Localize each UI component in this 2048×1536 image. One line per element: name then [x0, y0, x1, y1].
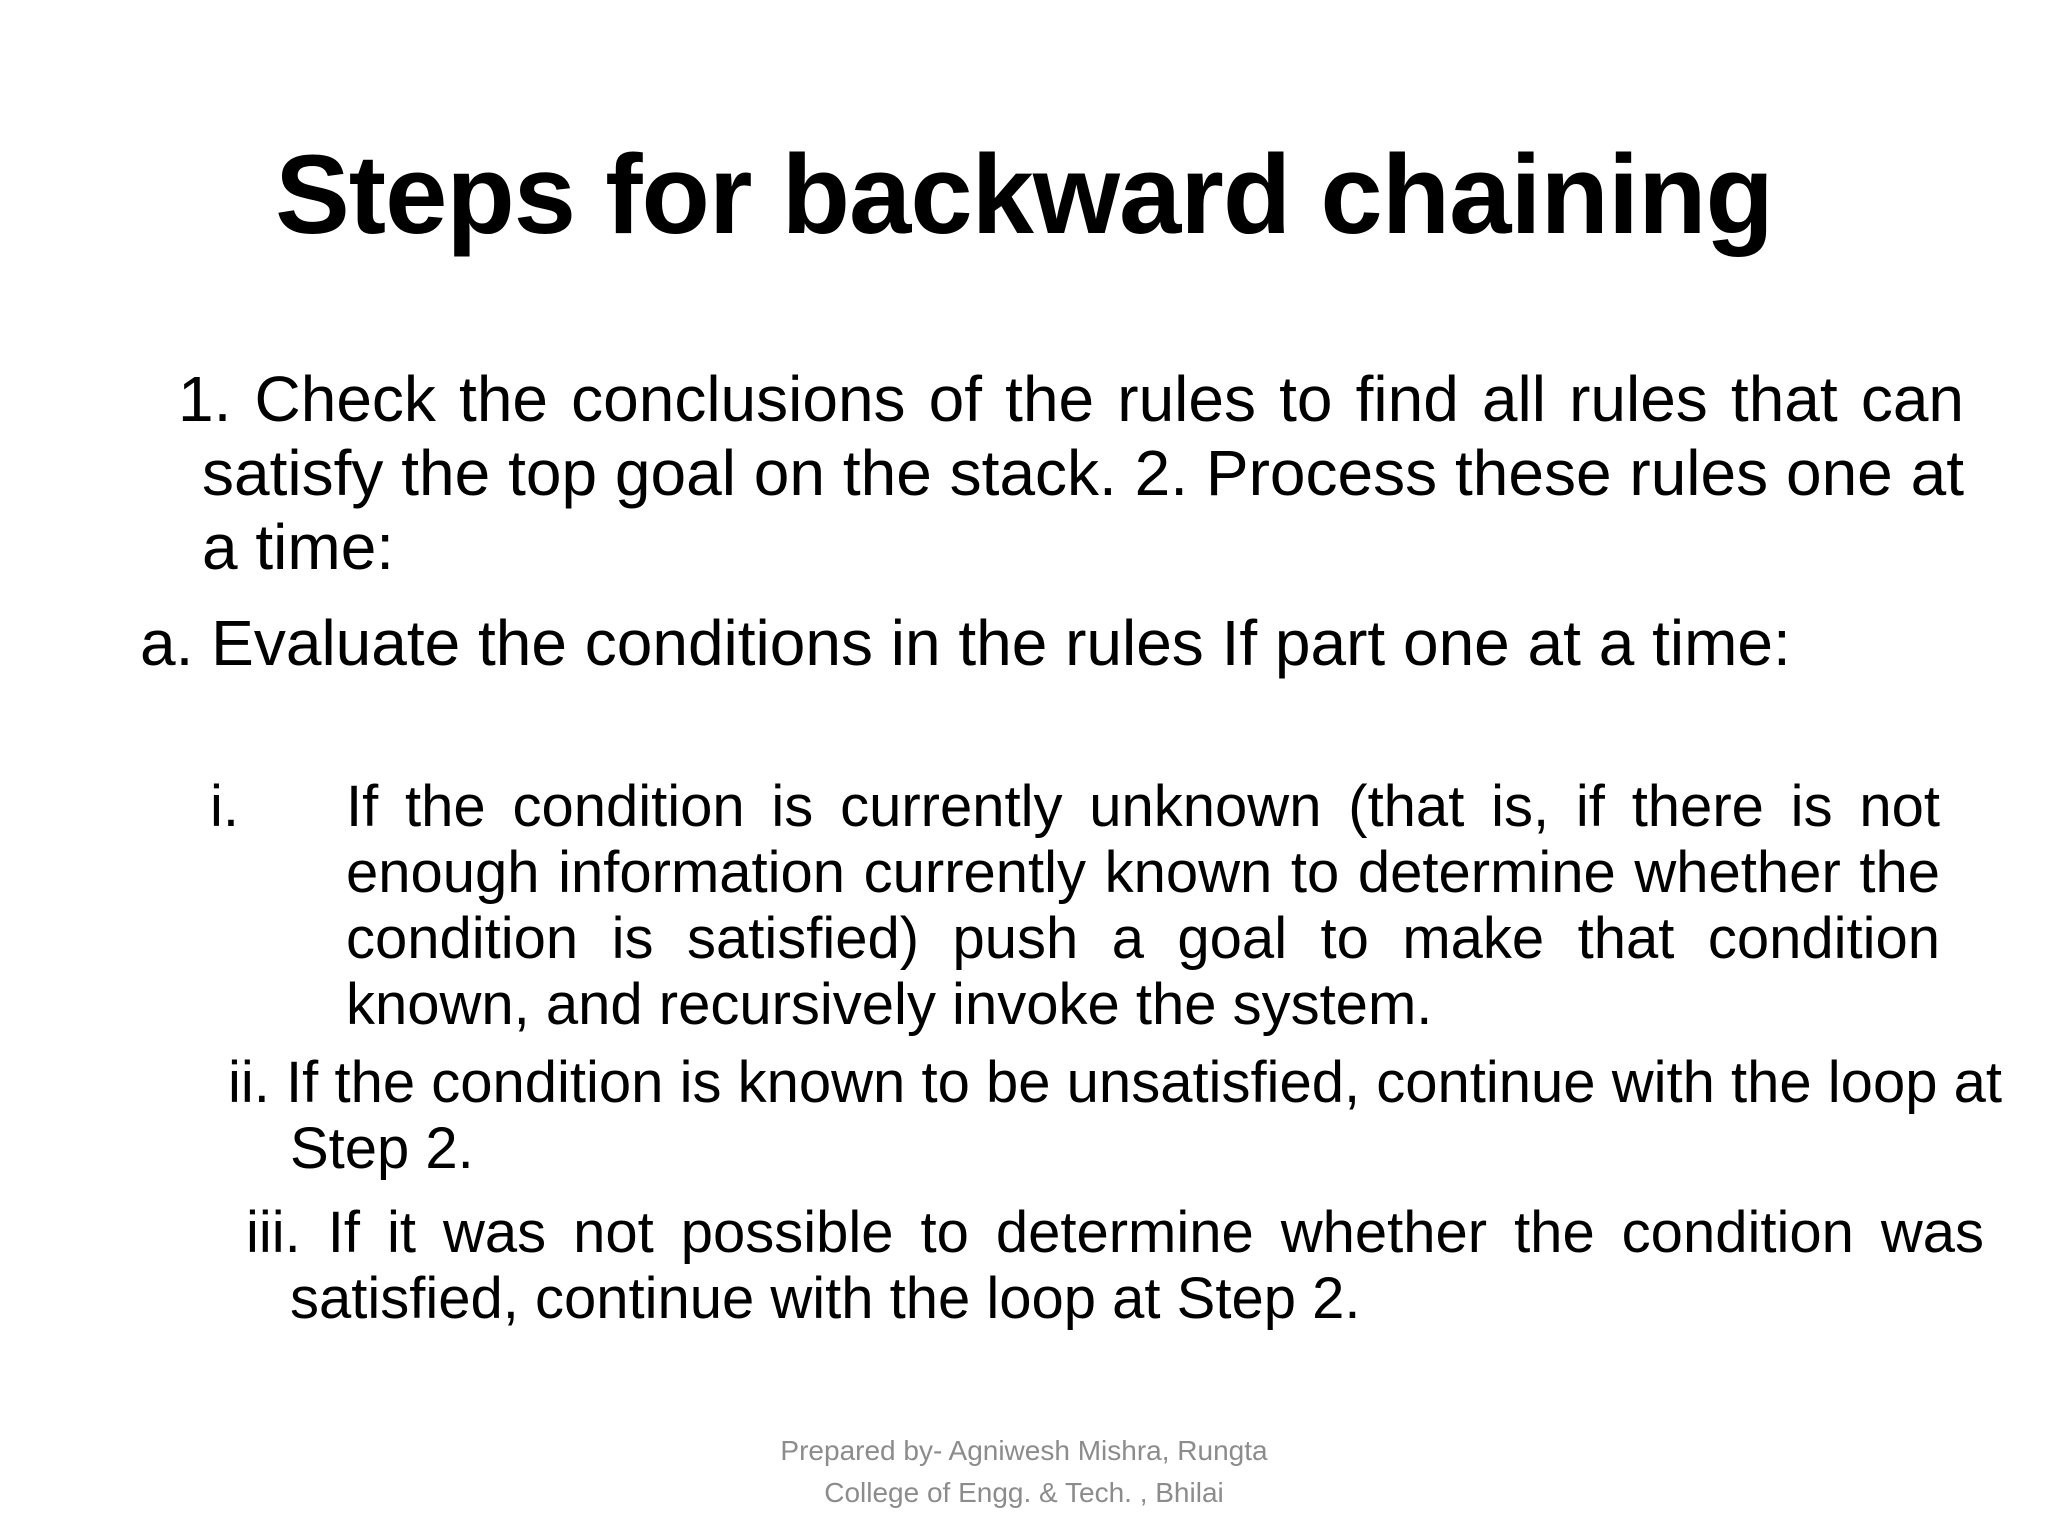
slide-title: Steps for backward chaining: [275, 132, 1773, 257]
sub-step-ii: ii. If the condition is known to be unsatisfied, continue with the loop at Step 2.: [228, 1050, 2002, 1181]
sub-step-i: [200, 774, 1940, 1038]
footer-line-2: College of Engg. & Tech. , Bhilai: [824, 1477, 1224, 1508]
sub-step-i-text: If the condition is currently unknown (that is, if there is not enough information currently known to determine whether the condition is satisfied) push a goal to make that condition known, and recursively invoke the system.: [346, 774, 1940, 1037]
step-1-paragraph: 1. Check the conclusions of the rules to find all rules that can satisfy the top goal on the stack. 2. Process these rules one at a time:: [178, 363, 1964, 583]
sub-step-iii: iii. If it was not possible to determine whether the condition was satisfied, continue with the loop at Step 2.: [246, 1200, 1984, 1331]
footer-line-1: Prepared by- Agniwesh Mishra, Rungta: [780, 1435, 1268, 1466]
step-a-paragraph: a. Evaluate the conditions in the rules If part one at a time:: [140, 607, 1791, 679]
sub-step-i-marker: i.: [210, 774, 239, 839]
footer-credit: [724, 1430, 1324, 1514]
